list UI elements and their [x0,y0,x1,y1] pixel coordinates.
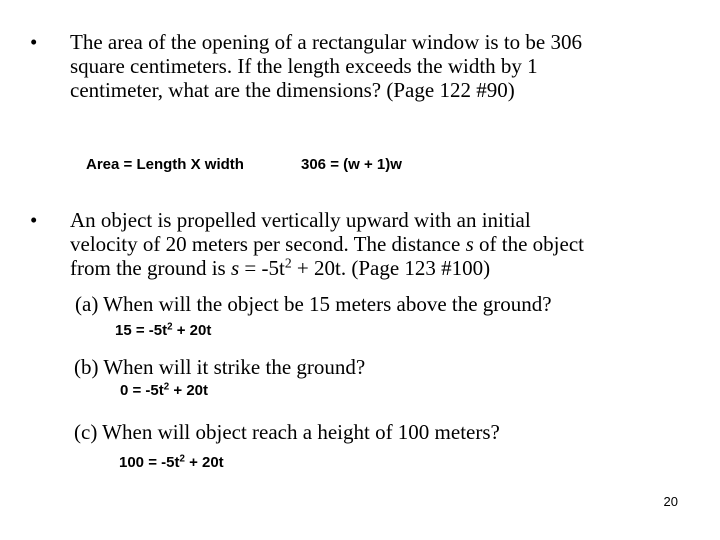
part-b-question: (b) When will it strike the ground? [74,355,366,379]
part-c-question: (c) When will object reach a height of 100 meters? [74,420,500,444]
problem-2-line-2-text: velocity of 20 meters per second. The distance [70,232,466,256]
problem-2-line-3-text: from the ground is [70,256,231,280]
problem-1-line-2: square centimeters. If the length exceeds the width by 1 [70,54,538,78]
problem-2-line-2 [70,232,584,256]
problem-2-line-3 [70,256,584,280]
equation-part: 0 = -5t [120,382,164,399]
problem-1-line-3: centimeter, what are the dimensions? (Page 122 #90) [70,78,515,102]
equation-part: 15 = -5t [115,322,168,339]
problem-2-line-2-end: of the object [473,232,584,256]
problem-2-text [70,208,584,280]
exponent: 2 [167,321,173,333]
formula-equation: 306 = (w + 1)w [301,156,402,173]
variable-s: s [465,232,474,256]
part-c-equation [119,454,224,472]
equation-part: = -5t [239,256,285,280]
part-a-question: (a) When will the object be 15 meters above the ground? [75,292,552,316]
equation-part: 100 = -5t [119,454,180,471]
problem-1-line-1: The area of the opening of a rectangular window is to be 306 [70,30,582,54]
bullet-point: • [30,208,38,232]
problem-2-line-1: An object is propelled vertically upward with an initial [70,208,531,232]
equation-part: + 20t [169,382,208,399]
exponent: 2 [284,255,292,271]
equation-part: + 20t [172,322,212,339]
variable-s: s [230,256,240,280]
part-b-equation [120,382,208,400]
bullet-point: • [30,30,38,54]
page-number: 20 [663,494,678,509]
problem-1-text [70,30,582,102]
equation-part: + 20t. (Page 123 #100) [291,256,491,280]
exponent: 2 [163,381,170,393]
equation-part: + 20t [184,454,224,471]
exponent: 2 [179,453,185,465]
part-a-equation [115,322,211,340]
formula-label: Area = Length X width [86,156,244,173]
